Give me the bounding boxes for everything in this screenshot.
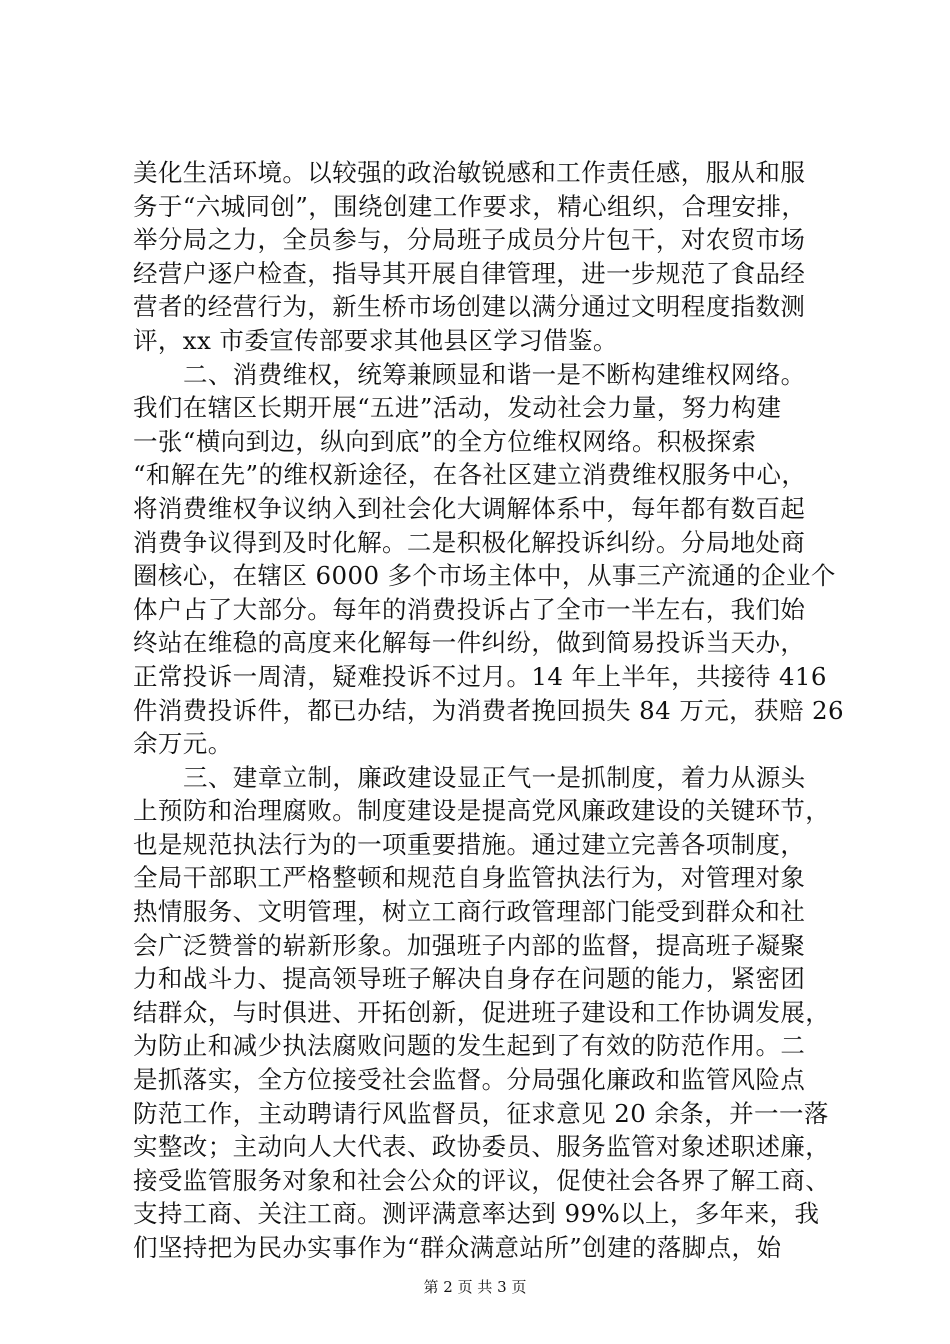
text-line: 上预防和治理腐败。制度建设是提高党风廉政建设的关键环节， — [133, 796, 831, 826]
text-line: 消费争议得到及时化解。二是积极化解投诉纠纷。分局地处商 — [133, 527, 806, 557]
text-line: 力和战斗力、提高领导班子解决自身存在问题的能力，紧密团 — [133, 964, 806, 994]
text-line: 件消费投诉件，都已办结，为消费者挽回损失 84 万元，获赔 26 — [133, 695, 845, 725]
text-line: 评，xx 市委宣传部要求其他县区学习借鉴。 — [133, 325, 618, 355]
text-line: 实整改；主动向人大代表、政协委员、服务监管对象述职述廉， — [133, 1132, 831, 1162]
text-line: 防范工作，主动聘请行风监督员，征求意见 20 余条，并一一落 — [133, 1098, 829, 1128]
text-line: 举分局之力，全员参与，分局班子成员分片包干，对农贸市场 — [133, 225, 806, 255]
document-body — [133, 156, 845, 1265]
text-line: 体户占了大部分。每年的消费投诉占了全市一半左右，我们始 — [133, 594, 806, 624]
text-line: 将消费维权争议纳入到社会化大调解体系中，每年都有数百起 — [133, 493, 806, 523]
text-line: 们坚持把为民办实事作为“群众满意站所”创建的落脚点，始 — [133, 1233, 782, 1262]
text-line: 终站在维稳的高度来化解每一件纠纷，做到简易投诉当天办， — [133, 628, 806, 658]
section-heading-line: 三、建章立制，廉政建设显正气一是抓制度，着力从源头 — [183, 762, 806, 792]
text-line: “和解在先”的维权新途径，在各社区建立消费维权服务中心， — [133, 460, 807, 490]
text-line: 热情服务、文明管理，树立工商行政管理部门能受到群众和社 — [133, 897, 806, 927]
text-line: 支持工商、关注工商。测评满意率达到 99%以上，多年来，我 — [133, 1199, 820, 1229]
page-number-footer: 第 2 页 共 3 页 — [423, 1278, 527, 1296]
text-line: 接受监管服务对象和社会公众的评议，促使社会各界了解工商、 — [133, 1165, 831, 1195]
text-line: 正常投诉一周清，疑难投诉不过月。14 年上半年，共接待 416 — [133, 661, 827, 691]
text-line: 一张“横向到边，纵向到底”的全方位维权网络。积极探索 — [133, 426, 757, 456]
text-line: 会广泛赞誉的崭新形象。加强班子内部的监督，提高班子凝聚 — [133, 930, 806, 960]
text-line: 全局干部职工严格整顿和规范自身监管执法行为，对管理对象 — [133, 863, 806, 893]
text-line: 美化生活环境。以较强的政治敏锐感和工作责任感，服从和服 — [133, 158, 806, 187]
text-line: 余万元。 — [133, 729, 233, 759]
section-heading-line: 二、消费维权，统筹兼顾显和谐一是不断构建维权网络。 — [183, 359, 806, 389]
text-line: 营者的经营行为，新生桥市场创建以满分通过文明程度指数测 — [133, 292, 806, 322]
text-line: 务于“六城同创”，围绕创建工作要求，精心组织，合理安排， — [133, 191, 807, 221]
text-line: 结群众，与时俱进、开拓创新，促进班子建设和工作协调发展， — [133, 997, 831, 1027]
text-line: 也是规范执法行为的一项重要措施。通过建立完善各项制度， — [133, 829, 806, 859]
text-line: 是抓落实，全方位接受社会监督。分局强化廉政和监管风险点 — [133, 1065, 806, 1095]
text-line: 我们在辖区长期开展“五进”活动，发动社会力量，努力构建 — [133, 393, 782, 423]
text-line: 为防止和减少执法腐败问题的发生起到了有效的防范作用。二 — [133, 1031, 806, 1061]
text-line: 经营户逐户检查，指导其开展自律管理，进一步规范了食品经 — [133, 258, 806, 288]
text-line: 圈核心，在辖区 6000 多个市场主体中，从事三产流通的企业个 — [133, 561, 836, 591]
